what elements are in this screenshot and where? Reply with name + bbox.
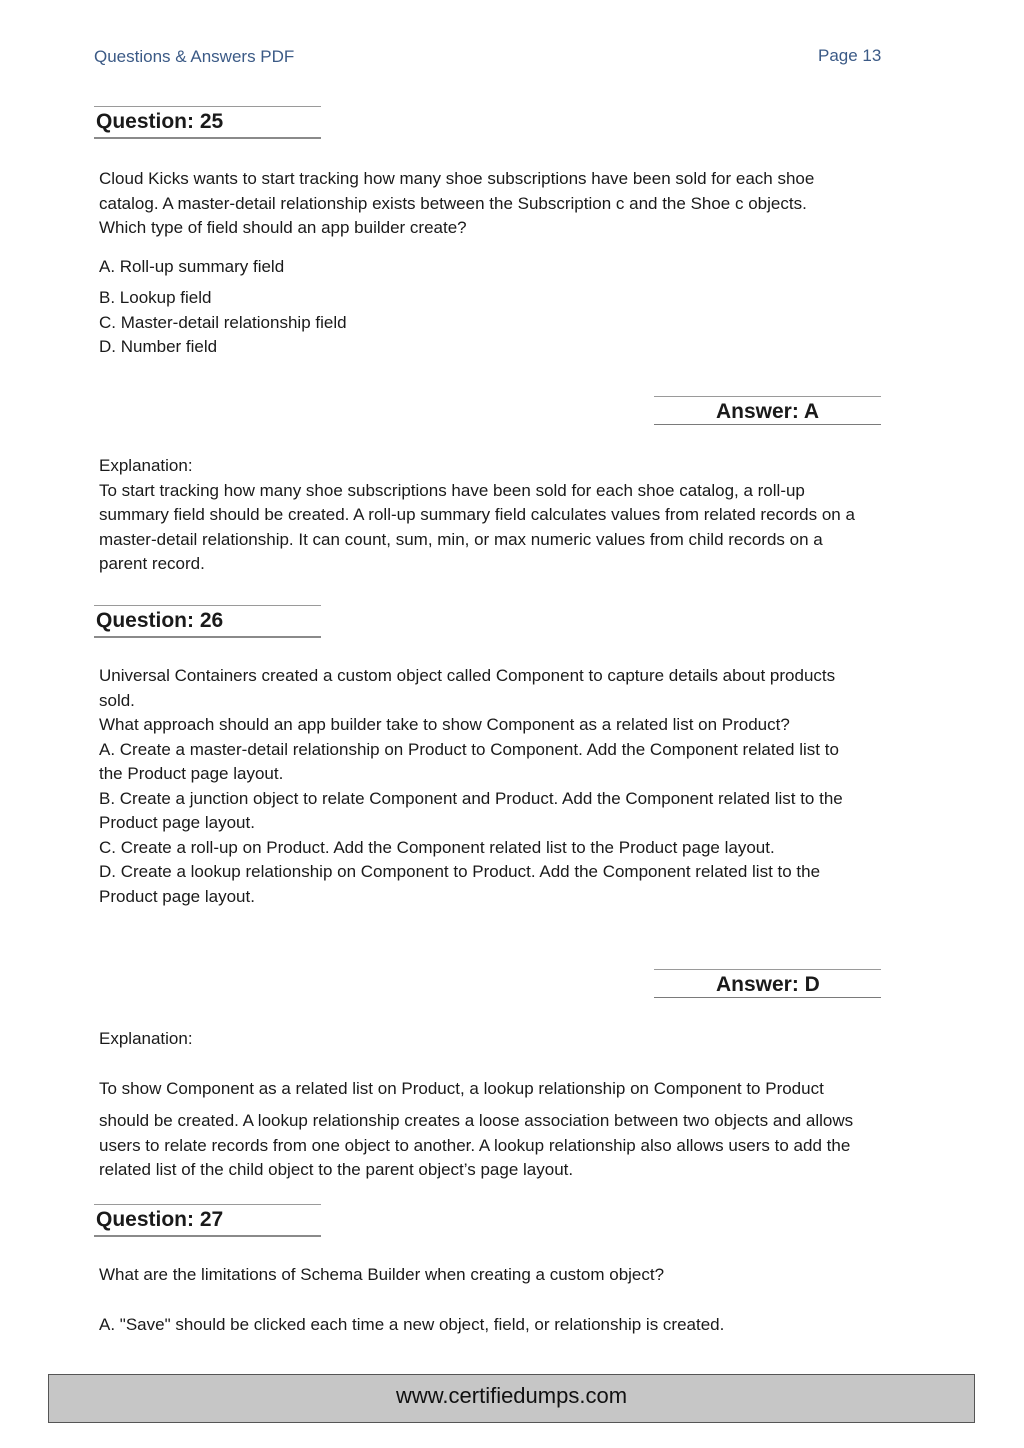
question-26-heading: [94, 605, 321, 638]
explanation-line: master-detail relationship. It can count, sum, min, or max numeric values from child records on a: [99, 529, 823, 549]
option-b: B. Lookup field: [99, 288, 212, 307]
explanation-25: [99, 454, 855, 577]
option-a-line: the Product page layout.: [99, 764, 284, 783]
option-d: D. Number field: [99, 337, 218, 356]
page-number: Page 13: [818, 46, 882, 65]
answer-26-label: Answer: D: [716, 973, 820, 996]
explanation-line: summary field should be created. A roll-up summary field calculates values from related records on a: [99, 505, 855, 524]
answer-25-label: Answer: A: [716, 400, 820, 423]
explanation-line: should be created. A lookup relationship creates a loose association between two objects and allows: [99, 1111, 854, 1130]
explanation-label: Explanation:: [99, 456, 193, 475]
footer-url: www.certifiedumps.com: [395, 1383, 628, 1408]
option-c: C. Master-detail relationship field: [99, 312, 347, 332]
question-27-text: What are the limitations of Schema Builder when creating a custom object?: [99, 1265, 665, 1284]
answer-25-box: [654, 396, 881, 425]
footer-bar: [48, 1374, 975, 1423]
explanation-line: parent record.: [99, 554, 205, 573]
question-27-heading: [94, 1204, 321, 1237]
explanation-line: related list of the child object to the parent object’s page layout.: [99, 1160, 574, 1179]
explanation-line: users to relate records from one object to another. A lookup relationship also allows users to add the: [99, 1135, 851, 1155]
question-25-label: Question: 25: [96, 110, 224, 133]
question-26-label: Question: 26: [96, 609, 224, 632]
header-title: Questions & Answers PDF: [94, 47, 295, 66]
explanation-26-label: Explanation:: [99, 1029, 193, 1048]
question-line: What approach should an app builder take to show Component as a related list on Product?: [99, 715, 790, 734]
question-27-label: Question: 27: [96, 1208, 224, 1231]
question-27-option-a: A. "Save" should be clicked each time a new object, field, or relationship is created.: [99, 1315, 725, 1334]
answer-26-box: [654, 969, 881, 998]
question-25-text: [99, 167, 814, 241]
option-a-line: A. Create a master-detail relationship on Product to Component. Add the Component related list to: [99, 739, 839, 759]
question-line: Universal Containers created a custom object called Component to capture details about products: [99, 666, 836, 685]
question-26-text: [99, 664, 843, 909]
question-line: Which type of field should an app builder create?: [99, 218, 467, 237]
option-c-line: C. Create a roll-up on Product. Add the Component related list to the Product page layout.: [99, 837, 775, 857]
question-line: catalog. A master-detail relationship exists between the Subscription c and the Shoe c objects.: [99, 193, 807, 213]
explanation-26: [99, 1109, 853, 1183]
question-25-heading: [94, 106, 321, 139]
option-d-line: D. Create a lookup relationship on Component to Product. Add the Component related list to the: [99, 862, 821, 881]
question-line: Cloud Kicks wants to start tracking how many shoe subscriptions have been sold for each shoe: [99, 169, 815, 188]
option-d-line: Product page layout.: [99, 886, 255, 906]
option-b-line: B. Create a junction object to relate Component and Product. Add the Component related list to the: [99, 788, 843, 808]
question-line: sold.: [99, 690, 135, 710]
explanation-26-first-line: To show Component as a related list on Product, a lookup relationship on Component to Product: [99, 1079, 824, 1098]
explanation-line: To start tracking how many shoe subscriptions have been sold for each shoe catalog, a roll-up: [99, 480, 805, 500]
question-25-options: [99, 286, 347, 360]
option-b-line: Product page layout.: [99, 813, 255, 832]
question-25-option-a: A. Roll-up summary field: [99, 257, 285, 276]
